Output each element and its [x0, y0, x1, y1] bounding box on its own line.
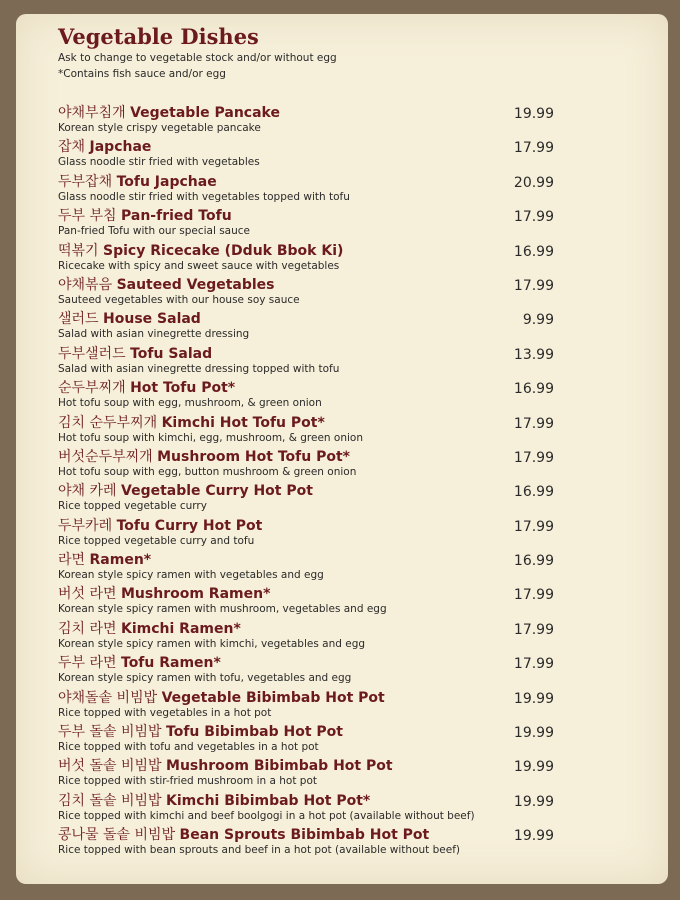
- menu-item-price: 19.99: [513, 793, 554, 810]
- menu-item-name: [58, 242, 343, 260]
- menu-item-korean-name: 야채 카레: [58, 483, 117, 500]
- menu-item-english-name: Tofu Salad: [130, 345, 213, 362]
- menu-item-korean-name: 김치 돌솥 비빔밥: [58, 792, 162, 809]
- menu-item-description: Korean style spicy ramen with tofu, vegetables and egg: [58, 672, 352, 685]
- menu-item-english-name: Mushroom Hot Tofu Pot*: [157, 448, 350, 465]
- menu-item: [58, 310, 578, 344]
- menu-item: [58, 620, 578, 654]
- menu-item-name: [58, 448, 350, 466]
- menu-item-name: [58, 173, 217, 191]
- menu-item-price: 19.99: [513, 690, 554, 707]
- menu-item-price: 17.99: [513, 518, 554, 535]
- menu-item-korean-name: 두부 부침: [58, 208, 117, 225]
- menu-item-english-name: Kimchi Bibimbab Hot Pot*: [166, 792, 371, 809]
- menu-item-description: Rice topped vegetable curry: [58, 500, 207, 513]
- menu-item-korean-name: 두부카레: [58, 517, 113, 534]
- menu-item-korean-name: 버섯순두부찌개: [58, 448, 153, 465]
- menu-item-english-name: Mushroom Ramen*: [121, 586, 271, 603]
- menu-item-name: [58, 826, 429, 844]
- menu-item-description: Rice topped with bean sprouts and beef in a hot pot (available without beef): [58, 844, 460, 857]
- menu-item: [58, 551, 578, 585]
- menu-item-price: 17.99: [513, 277, 554, 294]
- menu-item-description: Rice topped with tofu and vegetables in a hot pot: [58, 741, 319, 754]
- menu-item-korean-name: 김치 라면: [58, 620, 117, 637]
- menu-item-description: Ricecake with spicy and sweet sauce with vegetables: [58, 259, 340, 272]
- menu-item-price: 20.99: [513, 174, 554, 191]
- menu-item-english-name: Pan-fried Tofu: [121, 208, 232, 225]
- menu-item-price: 16.99: [513, 553, 554, 570]
- menu-item-korean-name: 두부 라면: [58, 655, 117, 672]
- menu-item-name: [58, 689, 385, 707]
- menu-item-korean-name: 야채부침개: [58, 105, 126, 121]
- menu-item: [58, 173, 578, 207]
- menu-item-name: [58, 207, 232, 225]
- section-title: Vegetable Dishes: [58, 24, 259, 49]
- menu-item-price: 17.99: [513, 140, 554, 157]
- menu-item-price: 9.99: [522, 312, 554, 329]
- stock-note: Ask to change to vegetable stock and/or without egg: [58, 52, 337, 64]
- menu-item-description: Korean style spicy ramen with mushroom, vegetables and egg: [58, 603, 387, 616]
- menu-item-price: 16.99: [513, 381, 554, 398]
- menu-item: [58, 792, 578, 826]
- menu-item-name: [58, 345, 212, 363]
- menu-item-english-name: Vegetable Curry Hot Pot: [121, 483, 313, 500]
- menu-item-price: 16.99: [513, 484, 554, 501]
- menu-item: [58, 585, 578, 619]
- menu-item-korean-name: 야채볶음: [58, 276, 113, 293]
- menu-item-korean-name: 두부잡채: [58, 173, 113, 190]
- menu-item-price: 19.99: [513, 106, 554, 122]
- menu-item-price: 17.99: [513, 621, 554, 638]
- menu-item-english-name: Spicy Ricecake (Dduk Bbok Ki): [103, 242, 344, 259]
- menu-item-name: [58, 723, 343, 741]
- menu-item-name: [58, 379, 235, 397]
- menu-item-price: 19.99: [513, 759, 554, 776]
- menu-item-price: 17.99: [513, 656, 554, 673]
- menu-item: [58, 723, 578, 757]
- menu-item-english-name: Kimchi Hot Tofu Pot*: [161, 414, 325, 431]
- menu-item-description: Korean style spicy ramen with vegetables and egg: [58, 569, 324, 582]
- menu-item-korean-name: 떡볶기: [58, 242, 99, 259]
- menu-item-name: [58, 482, 313, 500]
- menu-item-korean-name: 두부샐러드: [58, 345, 126, 362]
- menu-item-english-name: Mushroom Bibimbab Hot Pot: [166, 758, 393, 775]
- menu-item-description: Rice topped with kimchi and beef boolgogi in a hot pot (available without beef): [58, 809, 475, 822]
- menu-item: [58, 379, 578, 413]
- menu-item-description: Korean style spicy ramen with kimchi, vegetables and egg: [58, 637, 366, 650]
- menu-item-english-name: Ramen*: [89, 552, 152, 569]
- menu-item-name: [58, 276, 275, 294]
- menu-item: [58, 757, 578, 791]
- menu-item-english-name: Tofu Japchae: [116, 173, 217, 190]
- menu-item-description: Korean style crispy vegetable pancake: [58, 122, 261, 134]
- menu-list: [58, 104, 578, 861]
- menu-item-english-name: Bean Sprouts Bibimbab Hot Pot: [179, 827, 430, 844]
- menu-item-english-name: Japchae: [89, 139, 152, 156]
- fish-sauce-note: *Contains fish sauce and/or egg: [58, 68, 226, 80]
- menu-item-korean-name: 순두부찌개: [58, 380, 126, 397]
- menu-item-korean-name: 버섯 라면: [58, 586, 117, 603]
- menu-item-name: [58, 620, 241, 638]
- menu-item-price: 16.99: [513, 243, 554, 260]
- menu-item: [58, 207, 578, 241]
- menu-item-name: [58, 310, 201, 328]
- menu-item-description: Pan-fried Tofu with our special sauce: [58, 225, 250, 238]
- menu-item-english-name: Tofu Ramen*: [121, 655, 221, 672]
- menu-item-description: Glass noodle stir fried with vegetables topped with tofu: [58, 190, 350, 203]
- menu-item-description: Rice topped vegetable curry and tofu: [58, 534, 255, 547]
- menu-item: [58, 414, 578, 448]
- menu-item-korean-name: 야채돌솥 비빔밥: [58, 689, 158, 706]
- menu-item-english-name: Hot Tofu Pot*: [130, 380, 236, 397]
- menu-item: [58, 448, 578, 482]
- menu-item-english-name: Tofu Bibimbab Hot Pot: [166, 724, 343, 741]
- menu-item-description: Rice topped with vegetables in a hot pot: [58, 706, 272, 719]
- menu-item-english-name: Tofu Curry Hot Pot: [116, 517, 263, 534]
- menu-item-korean-name: 라면: [58, 552, 86, 569]
- menu-item-name: [58, 138, 151, 156]
- menu-item: [58, 104, 578, 138]
- menu-item-korean-name: 버섯 돌솥 비빔밥: [58, 758, 162, 775]
- menu-item-price: 17.99: [513, 415, 554, 432]
- menu-item-korean-name: 두부 돌솥 비빔밥: [58, 724, 162, 741]
- menu-item-description: Salad with asian vinegrette dressing: [58, 328, 250, 341]
- menu-item-description: Rice topped with stir-fried mushroom in a hot pot: [58, 775, 317, 788]
- menu-item-english-name: Kimchi Ramen*: [121, 620, 241, 637]
- menu-item: [58, 482, 578, 516]
- menu-item-korean-name: 콩나물 돌솥 비빔밥: [58, 827, 176, 844]
- menu-item: [58, 689, 578, 723]
- menu-item-english-name: House Salad: [103, 311, 201, 328]
- menu-item-price: 17.99: [513, 587, 554, 604]
- menu-item-price: 17.99: [513, 449, 554, 466]
- menu-item-name: [58, 792, 370, 810]
- menu-item-name: [58, 414, 325, 432]
- menu-item: [58, 138, 578, 172]
- menu-item-korean-name: 잡채: [58, 139, 86, 156]
- menu-item-english-name: Sauteed Vegetables: [116, 276, 275, 293]
- menu-item-description: Salad with asian vinegrette dressing topped with tofu: [58, 362, 340, 375]
- menu-item-name: [58, 517, 262, 535]
- menu-item-description: Glass noodle stir fried with vegetables: [58, 156, 260, 169]
- menu-item-description: Sauteed vegetables with our house soy sauce: [58, 293, 300, 306]
- menu-item: [58, 276, 578, 310]
- menu-item-description: Hot tofu soup with kimchi, egg, mushroom, & green onion: [58, 431, 363, 444]
- menu-item-name: [58, 104, 280, 122]
- menu-item-korean-name: 김치 순두부찌개: [58, 414, 158, 431]
- menu-item-price: 19.99: [513, 725, 554, 742]
- menu-item-name: [58, 551, 151, 569]
- menu-item-description: Hot tofu soup with egg, mushroom, & green onion: [58, 397, 322, 410]
- menu-item-description: Hot tofu soup with egg, button mushroom & green onion: [58, 465, 357, 478]
- menu-item-english-name: Vegetable Bibimbab Hot Pot: [161, 689, 385, 706]
- menu-item-name: [58, 757, 393, 775]
- menu-item-name: [58, 654, 221, 672]
- menu-item-english-name: Vegetable Pancake: [130, 105, 280, 121]
- menu-page: [16, 14, 668, 884]
- menu-item-price: 17.99: [513, 209, 554, 226]
- menu-item: [58, 654, 578, 688]
- menu-item: [58, 242, 578, 276]
- menu-item-korean-name: 샐러드: [58, 311, 99, 328]
- menu-item-price: 19.99: [513, 828, 554, 845]
- menu-item: [58, 345, 578, 379]
- menu-item: [58, 517, 578, 551]
- menu-item-price: 13.99: [513, 346, 554, 363]
- menu-item-name: [58, 585, 270, 603]
- menu-item: [58, 826, 578, 860]
